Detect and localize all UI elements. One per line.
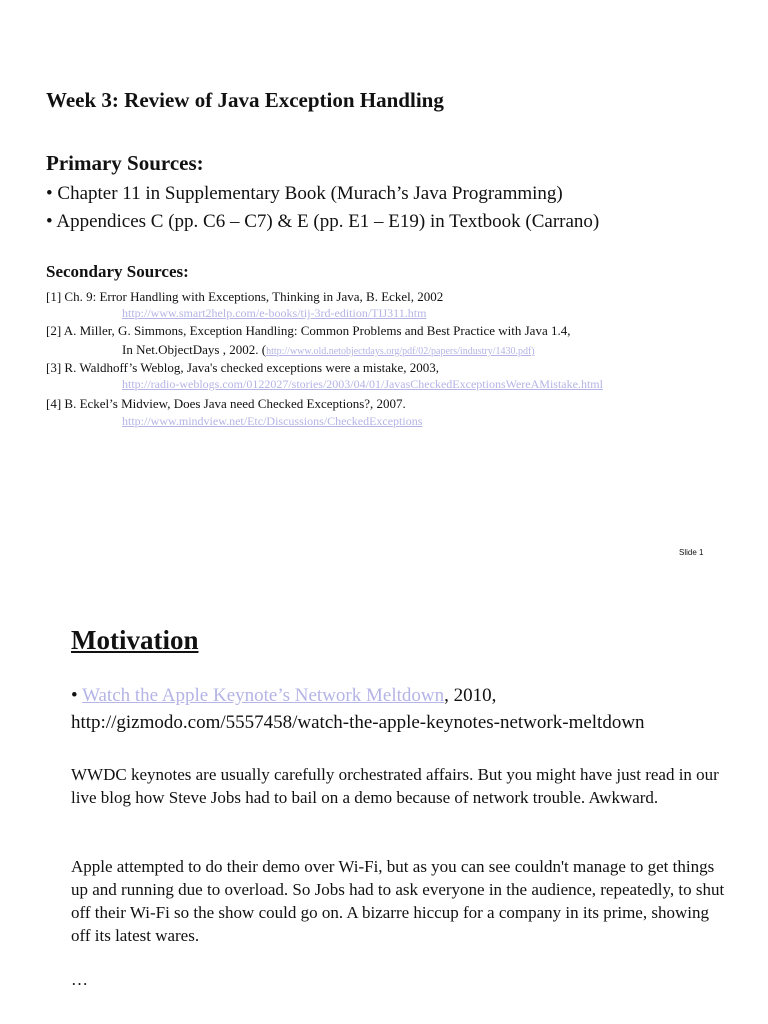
primary-source-item [46,211,599,233]
reference-text: [3] R. Waldhoff’s Weblog, Java's checked exceptions were a mistake, 2003, [46,360,440,375]
ellipsis: … [71,970,88,989]
slide-title: Week 3: Review of Java Exception Handling [46,88,444,112]
motivation-heading: Motivation [71,625,199,655]
reference-venue: In Net.ObjectDays , 2002. ( [122,342,267,357]
secondary-sources-heading: Secondary Sources: [46,262,189,281]
primary-source-text: Chapter 11 in Supplementary Book (Murach’s Java Programming) [57,183,563,204]
keynote-url: http://gizmodo.com/5557458/watch-the-apple-keynotes-network-meltdown [71,712,645,733]
keynote-year: , 2010, [444,685,497,706]
keynote-link-line [71,685,496,707]
bullet-icon: • [71,685,78,706]
reference-link[interactable]: http://www.mindview.net/Etc/Discussions/CheckedExceptions [122,414,423,428]
bullet-icon: • [46,183,53,204]
reference-link[interactable]: http://radio-weblogs.com/0122027/stories/2003/04/01/JavasCheckedExceptionsWereAMistake.html [122,377,603,391]
slide-number: Slide 1 [679,548,704,557]
reference-text: [4] B. Eckel’s Midview, Does Java need Checked Exceptions?, 2007. [46,396,406,411]
reference-link[interactable]: http://www.smart2help.com/e-books/tij-3rd-edition/TIJ311.htm [122,306,427,320]
article-paragraph: WWDC keynotes are usually carefully orchestrated affairs. But you might have just read in our live blog how Steve Jobs had to bail on a demo because of network trouble. Awkward. [71,765,719,807]
article-paragraph: Apple attempted to do their demo over Wi-Fi, but as you can see couldn't manage to get things up and running due to overload. So Jobs had to ask everyone in the audience, repeatedly, to shut off their Wi-Fi so the show could go on. A bizarre hiccup for a company in its prime, showing off its latest wares. [71,857,725,945]
reference-text: [2] A. Miller, G. Simmons, Exception Handling: Common Problems and Best Practice with Java 1.4, [46,323,571,338]
keynote-link[interactable]: Watch the Apple Keynote’s Network Meltdown [82,685,445,706]
primary-source-text: Appendices C (pp. C6 – C7) & E (pp. E1 – E19) in Textbook (Carrano) [56,211,600,232]
reference-continuation [122,342,535,358]
primary-source-item [46,183,563,205]
reference-text: [1] Ch. 9: Error Handling with Exceptions, Thinking in Java, B. Eckel, 2002 [46,289,444,304]
primary-sources-heading: Primary Sources: [46,151,204,175]
reference-link[interactable]: http://www.old.netobjectdays.org/pdf/02/papers/industry/1430.pdf) [266,346,535,357]
bullet-icon: • [46,211,53,232]
